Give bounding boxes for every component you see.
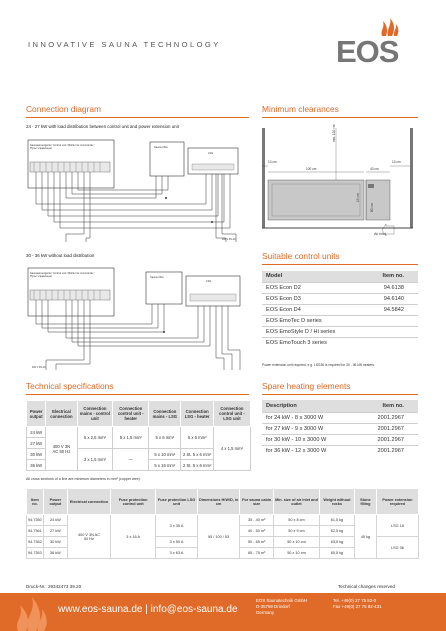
dim-right-a: 10 cm <box>392 160 401 164</box>
wiring-diagram-1 <box>26 134 248 244</box>
cell-item-no: 2001.2967 <box>357 412 419 423</box>
cell-power: 24 kW <box>27 427 46 438</box>
cell-stone: 45 kg <box>354 515 376 559</box>
cell-item-no: 2001.2967 <box>357 445 419 456</box>
dim-mid: 100 cm <box>306 167 317 171</box>
table-header-row <box>262 271 418 282</box>
table-row <box>262 412 418 423</box>
cell-lsg-heater: 2 St. 5 x 6 mm² <box>181 460 213 471</box>
table-header-row <box>27 401 251 427</box>
table-row <box>27 515 419 526</box>
header-cu-lsg: Connection control unit - LSG unit <box>213 401 250 427</box>
cell-item-no: 94.7361 <box>27 526 44 537</box>
cell-item-no: 94.5842 <box>365 304 418 315</box>
cell-model: EOS Econ D2 <box>262 282 365 293</box>
header-power-output: Power output <box>27 401 46 427</box>
cell-fuse-lsg: 3 x 35 A <box>156 515 198 537</box>
flame-icon <box>10 597 50 631</box>
heating-table <box>262 400 418 456</box>
header-cabin-size: For sauna cabin size <box>240 489 274 515</box>
cell-description: for 27 kW - 9 x 3000 W <box>262 423 357 434</box>
cell-extension: LSG 36 <box>376 537 418 559</box>
header-mains-lsg: Connection mains - LSG <box>149 401 181 427</box>
cell-weight: 61,5 kg <box>319 515 354 526</box>
items-table <box>26 488 419 559</box>
table-row <box>262 337 418 348</box>
cell-dimensions: 95 / 100 / 53 <box>197 515 240 559</box>
cell-air: 50 x 10 cm <box>273 548 319 559</box>
cell-cu-lsg: 4 x 1,5 mm² <box>213 427 250 471</box>
tech-specs-table <box>26 400 251 471</box>
cell-electrical: 400 V 3N AC 50 Hz <box>46 427 77 471</box>
table-row <box>262 423 418 434</box>
header-cu-heater: Connection control unit - heater <box>113 401 149 427</box>
cell-lsg-heater: 5 x 6 mm² <box>181 427 213 449</box>
cell-description: for 30 kW - 10 x 3000 W <box>262 434 357 445</box>
header-stone: Stone filling <box>354 489 376 515</box>
cell-item-no <box>365 326 418 337</box>
header-power-output: Power output <box>43 489 67 515</box>
address-line: Germany <box>256 610 275 615</box>
header-air-inlet: Min. size of air inlet and outlet <box>273 489 319 515</box>
cell-cabin: 40 - 50 m³ <box>240 526 274 537</box>
header-item-no: Item no. <box>357 400 419 412</box>
dim-floor: 19 cm <box>356 193 360 202</box>
cell-air: 50 x 8 cm <box>273 515 319 526</box>
section-rule <box>262 264 418 265</box>
cell-mains-cu: 5 x 2,5 mm² <box>77 427 113 449</box>
cell-cabin: 35 - 40 m³ <box>240 515 274 526</box>
cell-item-no: 94.7362 <box>27 537 44 548</box>
lsg-label-2: LSG <box>206 280 212 283</box>
table-row <box>262 445 418 456</box>
cell-model: EOS EmoStyle D / Hi series <box>262 326 365 337</box>
cell-electrical: 400 V 3N AC 50 Hz <box>67 515 110 559</box>
header-lsg-heater: Connection LSG - heater <box>181 401 213 427</box>
cell-power: 30 kW <box>43 537 67 548</box>
cell-mains-lsg: 5 x 16 mm² <box>149 460 181 471</box>
table-row <box>262 434 418 445</box>
technical-changes-note: Technical changes reserved <box>338 584 395 589</box>
tech-specs-note: All cross sections of a line are minimum diameters in mm² (copper wire). <box>26 477 141 481</box>
diagram-caption-2: 30 - 36 kW without load distribution <box>26 253 95 258</box>
phone-number: Tel. +49(0) 27 75 82-0 <box>333 598 377 603</box>
cell-fuse-lsg: 3 x 63 A <box>156 548 198 559</box>
air-inlet-label: Air inlet <box>374 232 386 236</box>
section-rule <box>262 394 418 395</box>
clearance-drawing <box>262 122 418 240</box>
logo-text: EOS <box>336 34 399 69</box>
cell-fuse-lsg: 3 x 50 A <box>156 537 198 548</box>
control-units-title: Suitable control units <box>262 251 340 261</box>
cell-mains-lsg: 5 x 10 mm² <box>149 449 181 460</box>
table-header-row <box>262 400 418 412</box>
footer-contact <box>333 598 381 610</box>
control-unit-label-1: Saunasteuergerät / Control unit / Boîtier de commande / Пульт управления <box>30 144 95 151</box>
mains-label-2: 400 V 3N AC <box>32 366 46 369</box>
dim-vert: 80 cm <box>370 203 374 212</box>
cell-weight: 62,5 kg <box>319 526 354 537</box>
cell-item-no: 94.6138 <box>365 282 418 293</box>
section-rule <box>262 117 418 118</box>
control-units-note: Power extension unit required, e.g. LSG36 is required for 30 - 36 kW heaters. <box>262 363 375 367</box>
cell-cu-heater: — <box>113 449 149 471</box>
cell-mains-cu: 3 x 1,5 mm² <box>77 449 113 471</box>
cell-item-no: 94.6140 <box>365 293 418 304</box>
table-row <box>27 427 251 438</box>
cell-item-no: 2001.2967 <box>357 434 419 445</box>
cell-lsg-heater: 2 St. 5 x 6 mm² <box>181 449 213 460</box>
table-header-row <box>27 489 419 515</box>
cell-model: EOS Econ D3 <box>262 293 365 304</box>
control-unit-label-2: Saunasteuergerät / Control unit / Boîtier de commande / Пульт управления <box>30 272 95 279</box>
cell-item-no: 94.7360 <box>27 515 44 526</box>
eos-logo <box>336 18 422 69</box>
cell-model: EOS EmoTec D series <box>262 315 365 326</box>
footer-website-link[interactable]: www.eos-sauna.de | info@eos-sauna.de <box>58 604 238 615</box>
heater-label-2: Sauna-Ofen <box>150 276 164 279</box>
header-dimensions: Dimensions H/W/D, in cm <box>197 489 240 515</box>
print-number: Druck-Nr.: 29342473 39.20 <box>26 584 82 589</box>
clearances-title: Minimum clearances <box>262 104 339 114</box>
tech-specs-title: Technical specifications <box>26 381 114 391</box>
header-item-no: Item no. <box>27 489 44 515</box>
mains-label-1: 400 V 3N AC <box>222 238 236 241</box>
header-model: Model <box>262 271 365 282</box>
footer-bar <box>0 593 446 631</box>
header-extension: Power extension required <box>376 489 418 515</box>
cell-item-no: 2001.2967 <box>357 423 419 434</box>
cell-power: 30 kW <box>27 449 46 460</box>
cell-power: 36 kW <box>43 548 67 559</box>
header-description: Description <box>262 400 357 412</box>
heating-title: Spare heating elements <box>262 381 351 391</box>
cell-item-no <box>365 315 418 326</box>
footer-address <box>256 598 307 616</box>
cell-extension: LSG 18 <box>376 515 418 537</box>
table-row <box>262 326 418 337</box>
section-rule <box>26 117 249 118</box>
header-fuse-lsg: Fuse protection LSG unit <box>156 489 198 515</box>
diagram-caption-1: 24 - 27 kW with load distribution between control unit and power extension unit <box>26 124 179 129</box>
table-row <box>262 282 418 293</box>
section-rule <box>26 394 249 395</box>
header-mains-cu: Connection mains - control unit <box>77 401 113 427</box>
cell-item-no <box>365 337 418 348</box>
cell-power: 27 kW <box>43 526 67 537</box>
cell-fuse-cu: 3 x 16 A <box>111 515 156 559</box>
connection-diagram-title: Connection diagram <box>26 104 101 114</box>
fax-number: Fax +49(0) 27 75 82-431 <box>333 604 382 609</box>
header-electrical: Electrical connection <box>67 489 110 515</box>
wiring-diagram-2 <box>26 262 248 372</box>
cell-item-no: 94.7363 <box>27 548 44 559</box>
cell-weight: 63,5 kg <box>319 537 354 548</box>
heater-label-1: Sauna-Ofen <box>154 146 168 149</box>
cell-description: for 36 kW - 12 x 3000 W <box>262 445 357 456</box>
address-line: EOS Saunatechnik GmbH <box>256 598 308 603</box>
cell-cabin: 65 - 75 m³ <box>240 548 274 559</box>
tagline: INNOVATIVE SAUNA TECHNOLOGY <box>28 40 221 49</box>
header-item-no: Item no. <box>365 271 418 282</box>
table-row <box>262 293 418 304</box>
cell-cu-heater: 5 x 1,5 mm² <box>113 427 149 449</box>
lsg-label-1: LSG <box>208 152 214 155</box>
cell-cabin: 50 - 65 m³ <box>240 537 274 548</box>
dim-right-b: 43 cm <box>370 167 379 171</box>
table-row <box>262 315 418 326</box>
cell-mains-lsg: 5 x 6 mm² <box>149 427 181 449</box>
clearance-drawing-svg <box>262 122 418 240</box>
page-header <box>0 0 446 78</box>
address-line: D-35759 Driedorf <box>256 604 290 609</box>
dim-left: 10 cm <box>268 160 277 164</box>
header-electrical: Electrical connection <box>46 401 77 427</box>
cell-model: EOS Econ D4 <box>262 304 365 315</box>
cell-weight: 65,5 kg <box>319 548 354 559</box>
cell-air: 50 x 9 cm <box>273 526 319 537</box>
cell-power: 27 kW <box>27 438 46 449</box>
dim-height: min. 120 cm <box>332 124 336 142</box>
cell-air: 50 x 10 cm <box>273 537 319 548</box>
cell-power: 24 kW <box>43 515 67 526</box>
control-units-table <box>262 271 418 348</box>
cell-model: EOS EmoTouch 3 series <box>262 337 365 348</box>
header-weight: Weight without rocks <box>319 489 354 515</box>
cell-description: for 24 kW - 8 x 3000 W <box>262 412 357 423</box>
table-row <box>262 304 418 315</box>
header-fuse-cu: Fuse protection control unit <box>111 489 156 515</box>
cell-power: 36 kW <box>27 460 46 471</box>
